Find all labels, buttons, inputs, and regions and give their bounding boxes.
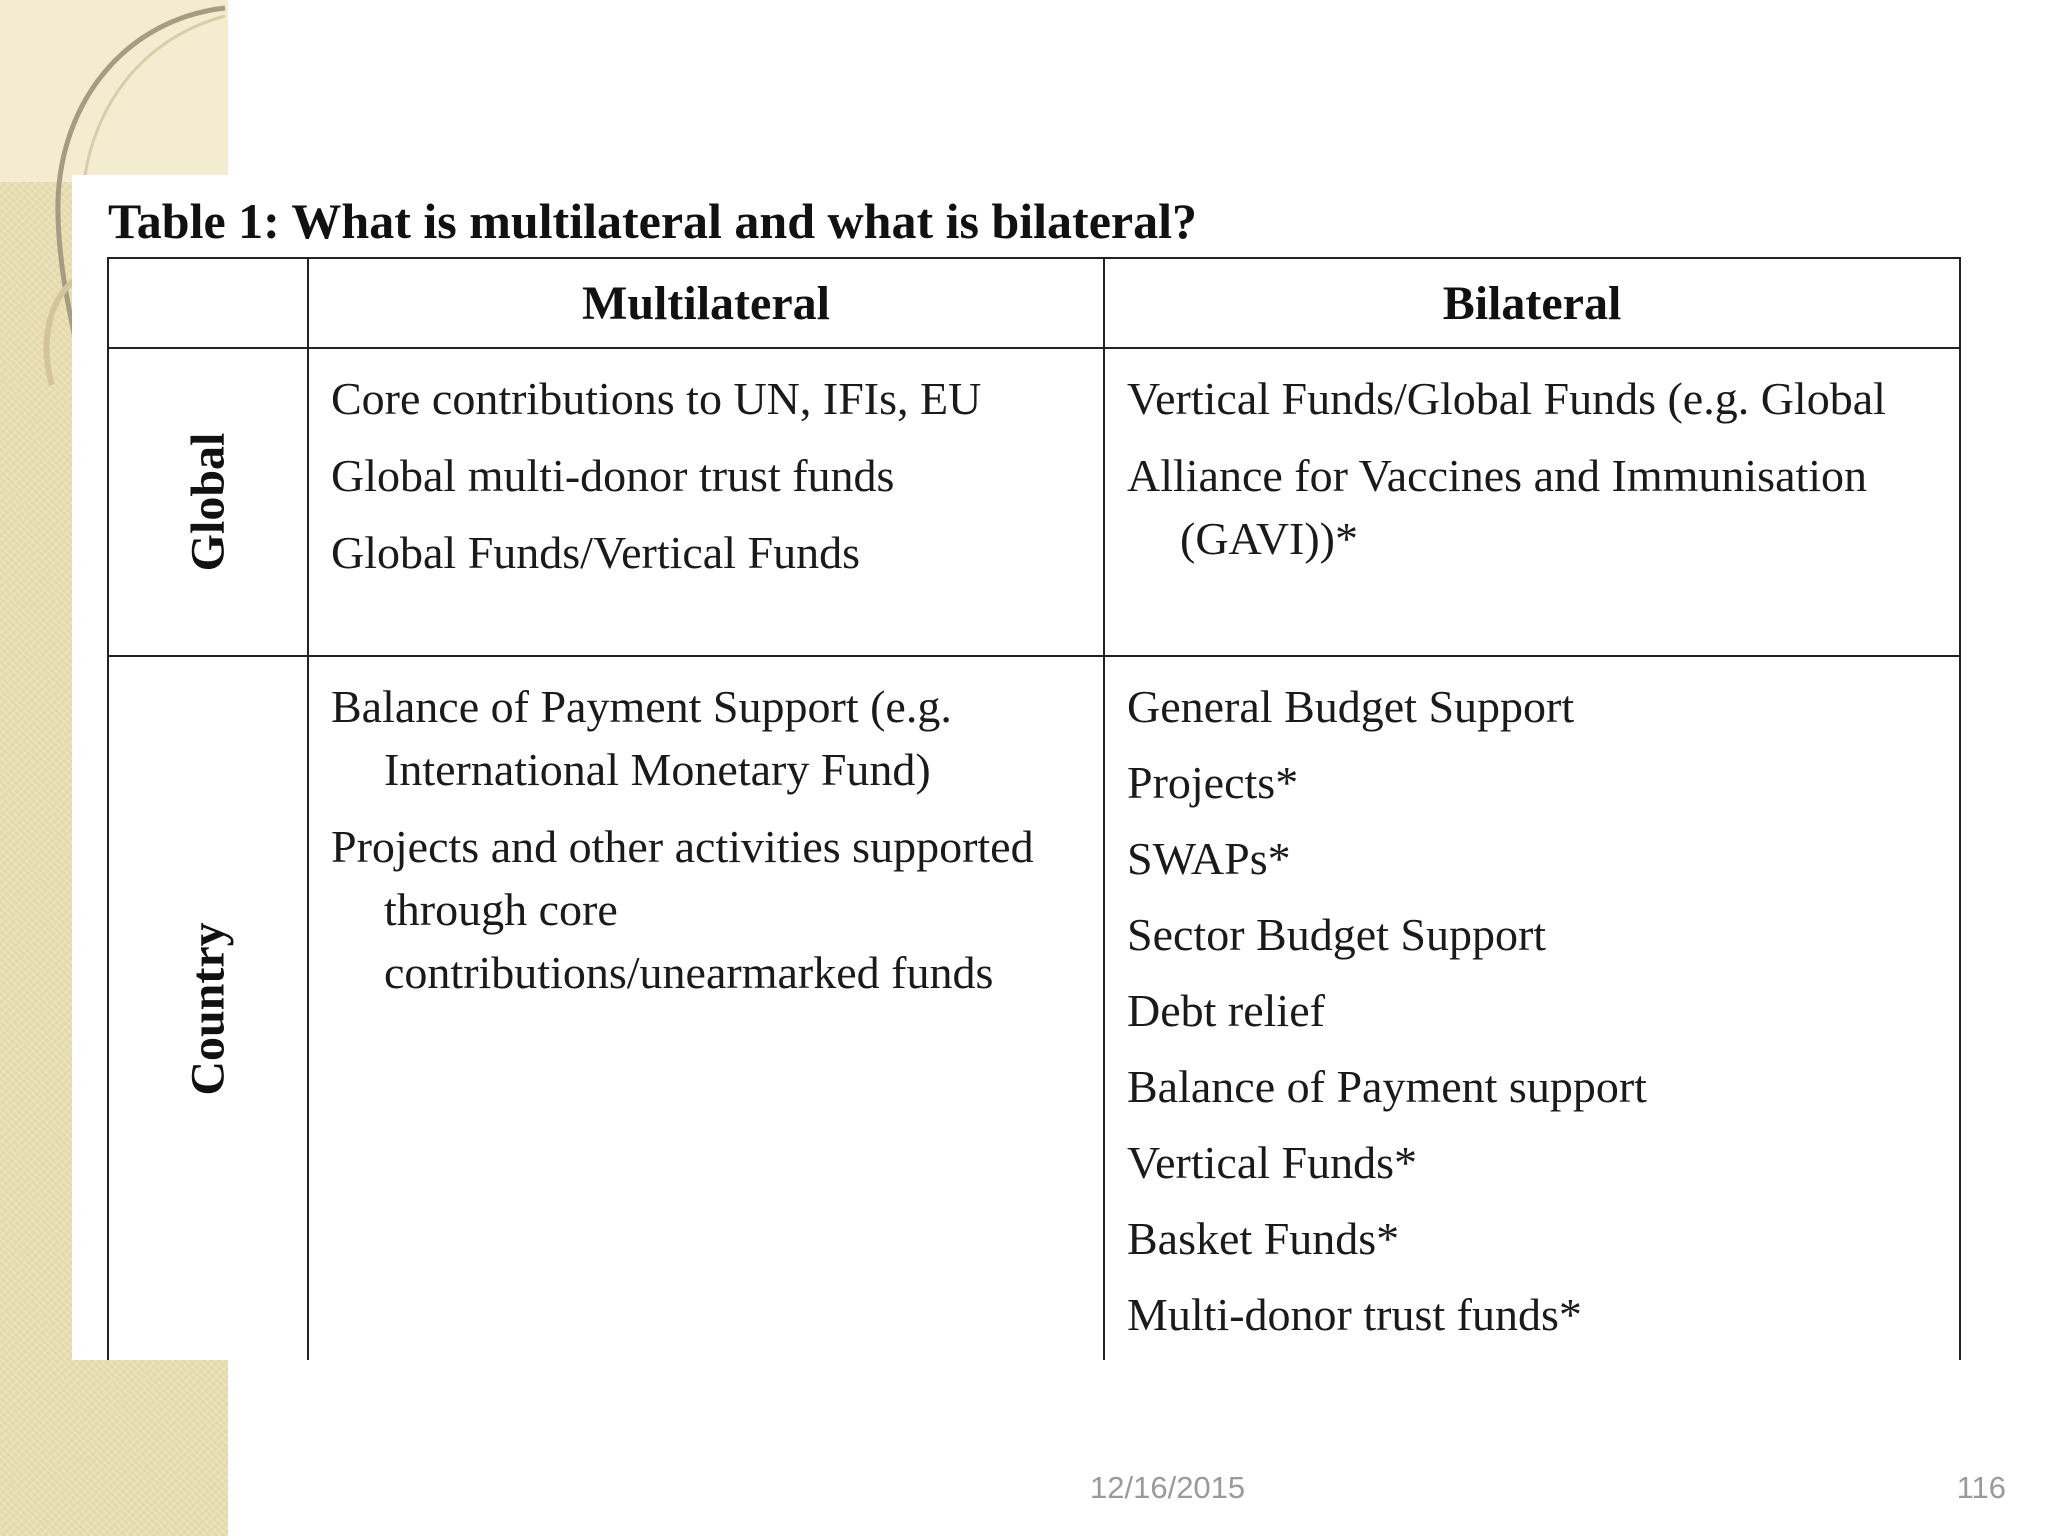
- table-row-country: [108, 656, 1960, 1360]
- list-item: Vertical Funds/Global Funds (e.g. Global: [1127, 373, 1886, 424]
- slide-date: 12/16/2015: [1090, 1470, 1246, 1505]
- row-label-country: Country: [181, 921, 235, 1096]
- list-item: Alliance for Vaccines and Immunisation (GAVI))*: [1127, 450, 1868, 564]
- list-item: Projects*: [1127, 757, 1299, 808]
- list-item: General Budget Support: [1127, 681, 1575, 732]
- table-header-row: [108, 258, 1960, 348]
- row-label-cell-global: [108, 348, 308, 656]
- list-item: Vertical Funds*: [1127, 1137, 1418, 1188]
- row-label-cell-country: [108, 656, 308, 1360]
- slide-number: 116: [1956, 1470, 2006, 1505]
- table-row-global: [108, 348, 1960, 656]
- header-corner-cell: [108, 258, 308, 348]
- list-item: Balance of Payment Support (e.g. International Monetary Fund): [331, 681, 952, 795]
- cell-global-bilateral: [1104, 348, 1960, 656]
- table-title: Table 1: What is multilateral and what is bilateral?: [108, 193, 1197, 249]
- cell-country-bilateral: [1104, 656, 1960, 1360]
- header-multilateral: Multilateral: [308, 258, 1104, 348]
- cell-global-multilateral: [308, 348, 1104, 656]
- list-item: Balance of Payment support: [1127, 1061, 1647, 1112]
- list-item: Basket Funds*: [1127, 1213, 1400, 1264]
- list-item: Sector Budget Support: [1127, 909, 1547, 960]
- list-item: Core contributions to UN, IFIs, EU: [331, 373, 982, 424]
- header-bilateral: Bilateral: [1104, 258, 1960, 348]
- list-item: Multi-donor trust funds*: [1127, 1289, 1582, 1340]
- cell-country-multilateral: [308, 656, 1104, 1360]
- list-item: Global multi-donor trust funds: [331, 450, 895, 501]
- list-item: Global Funds/Vertical Funds: [331, 527, 860, 578]
- row-label-global: Global: [181, 432, 235, 572]
- list-item: Debt relief: [1127, 985, 1325, 1036]
- list-item: Projects and other activities supported through core contributions/unearmarked funds: [331, 821, 1034, 998]
- comparison-table: [107, 257, 1961, 1360]
- list-item: SWAPs*: [1127, 833, 1291, 884]
